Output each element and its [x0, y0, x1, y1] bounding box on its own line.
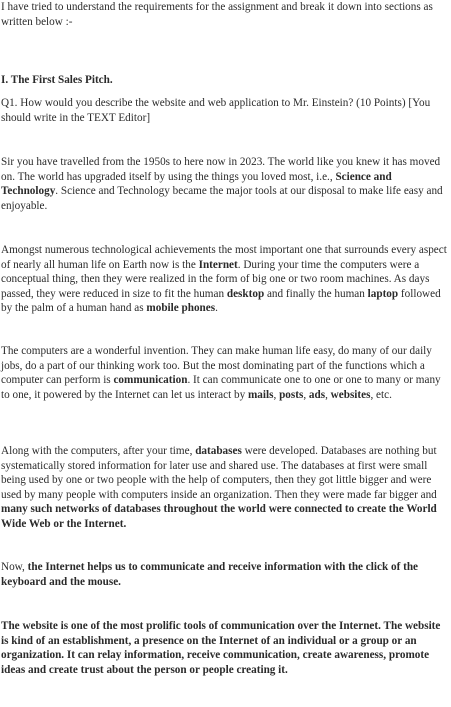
bold-run: ads	[308, 388, 326, 401]
question-paragraph: Q1. How would you describe the website and web application to Mr. Einstein? (10 Points) [You should write in the TEXT Editor]	[1, 97, 431, 124]
bold-run: laptop	[367, 287, 399, 300]
text-run: The computers are a wonderful invention. They can make human life easy, do many of our daily jobs, do a part of our thinking work too. But the most dominating part of the functions which a computer can perform is	[1, 345, 432, 387]
text-run: , etc.	[370, 388, 392, 401]
bold-run: communication	[113, 374, 188, 387]
paragraph-internet-communicate	[1, 560, 450, 589]
bold-run: databases	[195, 445, 242, 457]
text-run: Along with the computers, after your time,	[1, 445, 196, 457]
bold-run: websites	[330, 388, 371, 401]
bold-run: The website is one of the most prolific tools of communication over the Internet. The website is kind of an establishment, a presence on the Internet of an individual or a group or an organization. It can relay information, receive communication, create awareness, promote ideas and create trust about the person or people creating it.	[1, 620, 441, 676]
text-run: Amongst numerous technological achievements the most important one that surrounds every aspect of nearly all human life on Earth now is the	[1, 244, 447, 271]
text-run: Sir you have travelled from the 1950s to here now in 2023. The world like you knew it has moved on. The world has upgraded itself by using the things you loved most, i.e.,	[1, 156, 441, 183]
bold-run: Science and Technology	[1, 170, 392, 198]
bold-run: mobile phones	[146, 302, 216, 315]
text-run: . Science and Technology became the major tools at our disposal to make life easy and enjoyable.	[1, 185, 443, 212]
text-run: ,	[325, 388, 331, 401]
text-run: followed by the palm of a human hand as	[1, 287, 441, 315]
bold-run: the Internet helps us to communicate and receive information with the click of the keyboard and the mouse.	[1, 561, 419, 588]
bold-run: desktop	[226, 287, 265, 300]
bold-run: posts	[279, 388, 304, 401]
text-run: . During your time the computers were a conceptual thing, then they were realized in the form of big one or two room machines. As days passed, they were reduced in size to fit the human	[1, 258, 430, 300]
paragraph-computers	[1, 344, 450, 402]
paragraph-website	[1, 619, 450, 677]
intro-paragraph: I have tried to understand the requirements for the assignment and break it down into sections as written below :-	[1, 1, 433, 28]
section-heading: I. The First Sales Pitch.	[1, 74, 113, 86]
text-run: were developed. Databases are nothing but systematically stored information for later use and shared use. The databases at first were small being used by one or two people with the help of computers, then they got little bigger and were used by many people with computers inside an organization. Then they were made far bigger and	[1, 445, 437, 501]
bold-run: Internet	[198, 258, 238, 271]
text-run: ,	[303, 388, 309, 401]
paragraph-internet	[1, 243, 450, 316]
bold-run: many such networks of databases throughout the world were connected to create the World Wide Web or the Internet.	[1, 503, 437, 530]
text-run: .	[215, 302, 218, 315]
text-run: ,	[273, 388, 280, 401]
paragraph-science-technology	[1, 155, 450, 213]
text-run: and finally the human	[264, 287, 368, 300]
bold-run: mails	[247, 388, 274, 401]
paragraph-databases	[1, 444, 450, 532]
text-run: . It can communicate one to one or one to many or many to one, it powered by the Internet can let us interact by	[1, 374, 441, 401]
text-run: Now,	[1, 561, 28, 573]
